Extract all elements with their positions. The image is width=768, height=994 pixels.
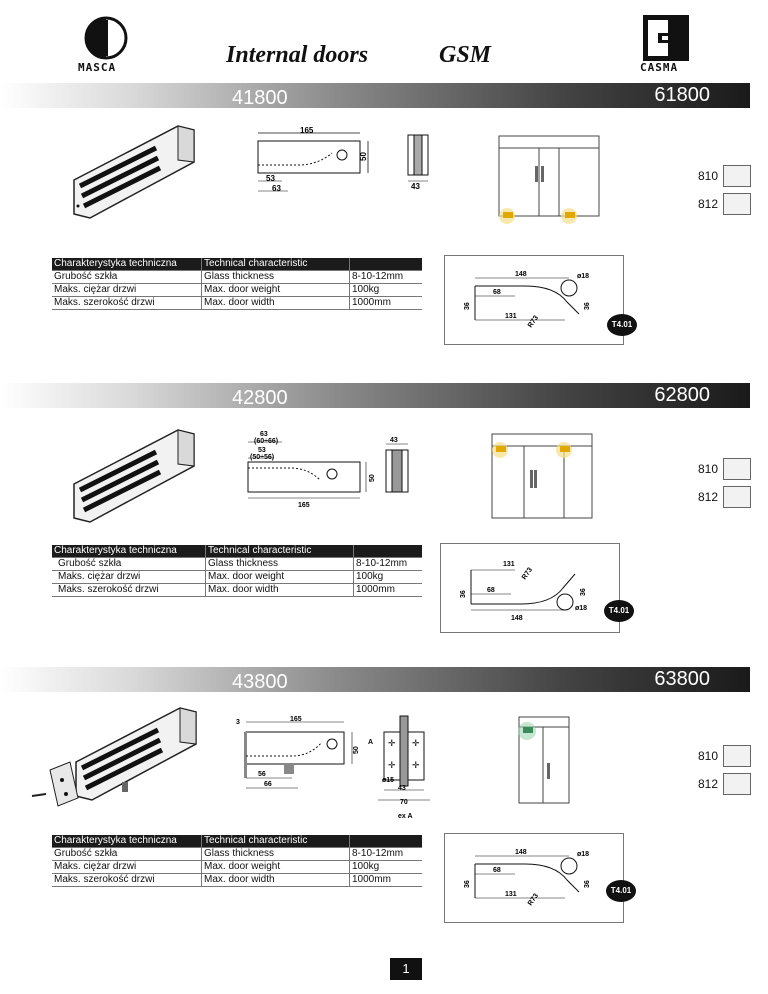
dim-a-range: (60÷66) [254, 438, 279, 445]
spec-value: 1000mm [350, 297, 423, 310]
svg-text:✛: ✛ [388, 738, 396, 748]
spec-label-pl: Maks. ciężar drzwi [52, 861, 202, 874]
spec-label-en: Max. door weight [202, 284, 350, 297]
product-code-left: 43800 [232, 671, 288, 693]
cutout-dim-a: 148 [515, 271, 527, 278]
cutout-dia: ø18 [577, 851, 590, 858]
spec-value: 100kg [350, 861, 423, 874]
door-closer-image [30, 700, 205, 815]
product-code-right: 63800 [654, 668, 710, 690]
finish-swatch [723, 745, 751, 767]
spec-value: 8-10-12mm [350, 848, 423, 861]
page-number: 1 [390, 958, 422, 980]
finish-label: 812 [698, 490, 719, 504]
dim-side-2: 70 [400, 799, 408, 806]
spec-label-en: Max. door width [202, 874, 350, 887]
door-installation-diagram [488, 430, 598, 525]
type-badge: T4.01 [607, 314, 637, 336]
product-code-left: 42800 [232, 387, 288, 409]
spec-label-pl: Grubość szkła [52, 271, 202, 284]
type-badge: T4.01 [606, 880, 636, 902]
spec-header-en: Technical characteristic [202, 258, 350, 271]
spec-label-pl: Grubość szkła [52, 848, 202, 861]
cutout-dim-d: 36 [464, 880, 471, 888]
spec-header-pl: Charakterystyka techniczna [52, 835, 202, 848]
cutout-radius: R73 [520, 566, 535, 582]
door-closer-image [70, 120, 200, 230]
cutout-dim-e: 36 [584, 880, 591, 888]
casma-logo [642, 14, 690, 62]
spec-header-pl: Charakterystyka techniczna [52, 545, 206, 558]
section-bar-3 [0, 667, 750, 692]
spec-label-pl: Maks. ciężar drzwi [52, 571, 206, 584]
cutout-dia: ø18 [575, 605, 588, 612]
spec-label-pl: Maks. szerokość drzwi [52, 297, 202, 310]
finish-label: 810 [698, 462, 719, 476]
spec-value: 100kg [350, 284, 423, 297]
spec-value: 100kg [354, 571, 423, 584]
cutout-radius: R73 [526, 314, 541, 330]
spec-header-en: Technical characteristic [206, 545, 354, 558]
spec-header-en: Technical characteristic [202, 835, 350, 848]
dim-height: 50 [369, 474, 376, 482]
spec-value: 8-10-12mm [350, 271, 423, 284]
masca-logo-text: MASCA [78, 61, 117, 74]
cutout-dia: ø18 [577, 273, 590, 280]
spec-label-en: Max. door weight [202, 861, 350, 874]
finish-swatch [723, 773, 751, 795]
door-installation-diagram [515, 713, 575, 805]
spec-value: 1000mm [354, 584, 423, 597]
finish-label: 812 [698, 197, 719, 211]
finish-label: 812 [698, 777, 719, 791]
cutout-dim-e: 36 [580, 588, 587, 596]
dim-a: 63 [260, 431, 268, 438]
spec-label-en: Glass thickness [202, 271, 350, 284]
dim-width: 165 [290, 716, 302, 723]
cutout-dim-b: 68 [493, 289, 501, 296]
finish-label: 810 [698, 749, 719, 763]
spec-label-en: Max. door width [206, 584, 354, 597]
dim-a: 56 [258, 771, 266, 778]
dim-side-1: 43 [398, 785, 406, 792]
detail-caption: ex A [398, 813, 413, 820]
spec-label-en: Max. door weight [206, 571, 354, 584]
glass-cutout-box [440, 543, 620, 633]
svg-text:✛: ✛ [412, 738, 420, 748]
detail-mark: A [368, 739, 374, 746]
glass-cutout-box [444, 833, 624, 923]
dim-side: 43 [390, 437, 398, 444]
dim-height: 50 [353, 746, 360, 754]
dimension-drawing [248, 125, 438, 200]
type-badge: T4.01 [604, 600, 634, 622]
section-bar-2 [0, 383, 750, 408]
cutout-dim-b: 68 [487, 587, 495, 594]
dim-width: 165 [300, 126, 314, 135]
product-code-right: 61800 [654, 84, 710, 106]
product-code-left: 41800 [232, 87, 288, 109]
dim-b: 63 [272, 184, 281, 193]
dim-b: 66 [264, 781, 272, 788]
cutout-dim-c: 131 [505, 891, 517, 898]
spec-label-en: Glass thickness [206, 558, 354, 571]
dimension-drawing [240, 428, 440, 508]
finish-swatch [723, 486, 751, 508]
finish-swatch [723, 193, 751, 215]
spec-label-en: Max. door width [202, 297, 350, 310]
glass-cutout-box [444, 255, 624, 345]
svg-text:✛: ✛ [388, 760, 396, 770]
spec-value: 1000mm [350, 874, 423, 887]
page-title: Internal doors [226, 42, 369, 68]
door-installation-diagram [495, 130, 605, 225]
cutout-dim-b: 68 [493, 867, 501, 874]
svg-text:✛: ✛ [412, 760, 420, 770]
dim-a: 53 [266, 174, 275, 183]
spec-table [52, 835, 422, 887]
spec-value: 8-10-12mm [354, 558, 423, 571]
finish-swatch [723, 165, 751, 187]
cutout-dim-d: 36 [460, 590, 467, 598]
cutout-dim-c: 131 [505, 313, 517, 320]
dim-b: 53 [258, 447, 266, 454]
dim-dia: ø15 [382, 777, 395, 784]
spec-label-en: Glass thickness [202, 848, 350, 861]
spec-label-pl: Maks. ciężar drzwi [52, 284, 202, 297]
spec-table [52, 258, 422, 310]
door-closer-image [70, 424, 200, 534]
finish-label: 810 [698, 169, 719, 183]
dim-side: 43 [411, 182, 420, 191]
brand-title: GSM [439, 42, 492, 68]
spec-table [52, 545, 422, 597]
cutout-dim-c: 131 [503, 561, 515, 568]
cutout-dim-e: 36 [584, 302, 591, 310]
cutout-dim-a: 148 [515, 849, 527, 856]
finish-swatch [723, 458, 751, 480]
cutout-dim-a: 148 [511, 615, 523, 622]
cutout-dim-d: 36 [464, 302, 471, 310]
dimension-drawing [232, 712, 442, 822]
dim-thickness: 3 [236, 719, 240, 726]
dim-width: 165 [298, 502, 310, 508]
spec-header-pl: Charakterystyka techniczna [52, 258, 202, 271]
spec-label-pl: Grubość szkła [52, 558, 206, 571]
dim-b-range: (50÷56) [250, 454, 275, 461]
casma-logo-text: CASMA [640, 61, 679, 74]
dim-height: 50 [359, 152, 368, 161]
spec-label-pl: Maks. szerokość drzwi [52, 874, 202, 887]
section-bar-1 [0, 83, 750, 108]
product-code-right: 62800 [654, 384, 710, 406]
cutout-radius: R73 [526, 892, 541, 908]
spec-label-pl: Maks. szerokość drzwi [52, 584, 206, 597]
